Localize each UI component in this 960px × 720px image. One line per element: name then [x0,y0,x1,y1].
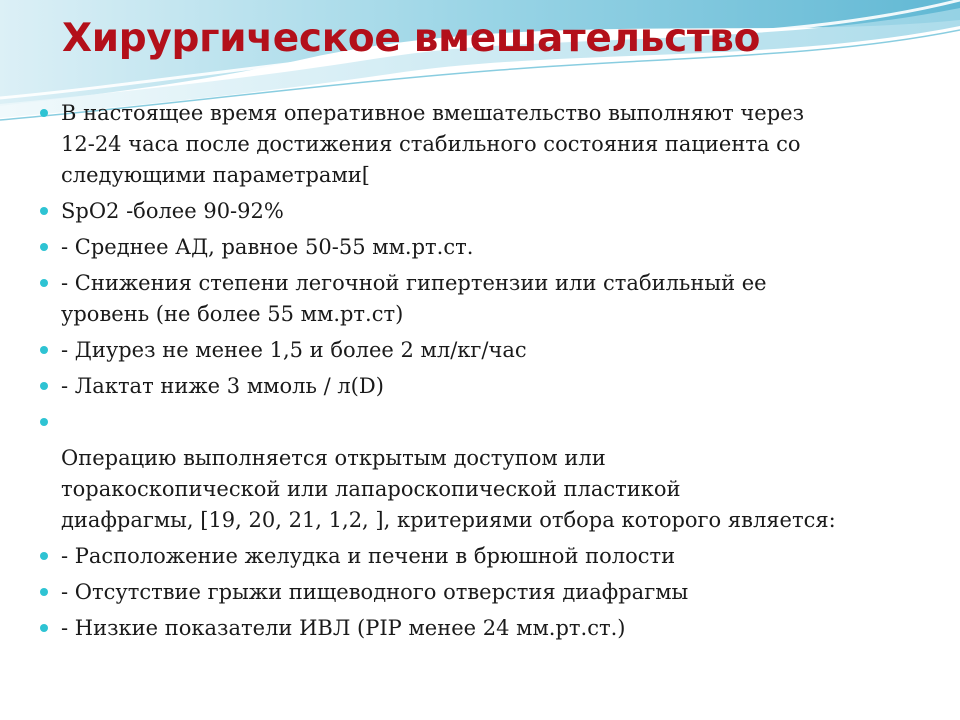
bullet-icon [40,552,48,560]
list-item-text: - Среднее АД, равное 50-55 мм.рт.ст. [61,235,474,259]
list-item [40,232,920,263]
list-item-text: В настоящее время оперативное вмешательство выполняют через 12-24 часа после достижения стабильного состояния пациента со следующими параметрами[ [61,101,805,187]
list-item-text: - Низкие показатели ИВЛ (PIP менее 24 мм.рт.ст.) [61,616,626,640]
list-item-text: - Лактат ниже 3 ммоль / л(D) [61,374,384,398]
list-item-text: - Отсутствие грыжи пищеводного отверстия диафрагмы [61,580,689,604]
list-item-text: SpO2 -более 90-92% [61,199,284,223]
bullet-icon [40,382,48,390]
bullet-icon [40,243,48,251]
list-item [40,371,920,402]
list-item [40,541,920,572]
bullet-icon [40,346,48,354]
list-item-text: - Снижения степени легочной гипертензии или стабильный ее уровень (не более 55 мм.рт.ст) [61,271,767,326]
list-item [40,335,920,366]
list-item [40,613,920,644]
bullet-icon [40,109,48,117]
bullet-icon [40,624,48,632]
list-item-text: - Расположение желудка и печени в брюшной полости [61,544,676,568]
list-item-empty [40,407,920,438]
list-item [40,196,920,227]
bullet-icon [40,418,48,426]
slide-title: Хирургическое вмешательство [62,16,761,61]
bullet-icon [40,588,48,596]
paragraph: Операцию выполняется открытым доступом или торакоскопической или лапароскопической пластикой диафрагмы, [19, 20, 21, 1,2, ], критериями отбора которого является: [61,446,836,532]
list-item-text: - Диурез не менее 1,5 и более 2 мл/кг/час [61,338,527,362]
bullet-icon [40,207,48,215]
bullet-icon [40,279,48,287]
list-item [40,268,920,330]
bullet-list [40,98,920,649]
list-item [40,98,920,191]
list-item [40,577,920,608]
